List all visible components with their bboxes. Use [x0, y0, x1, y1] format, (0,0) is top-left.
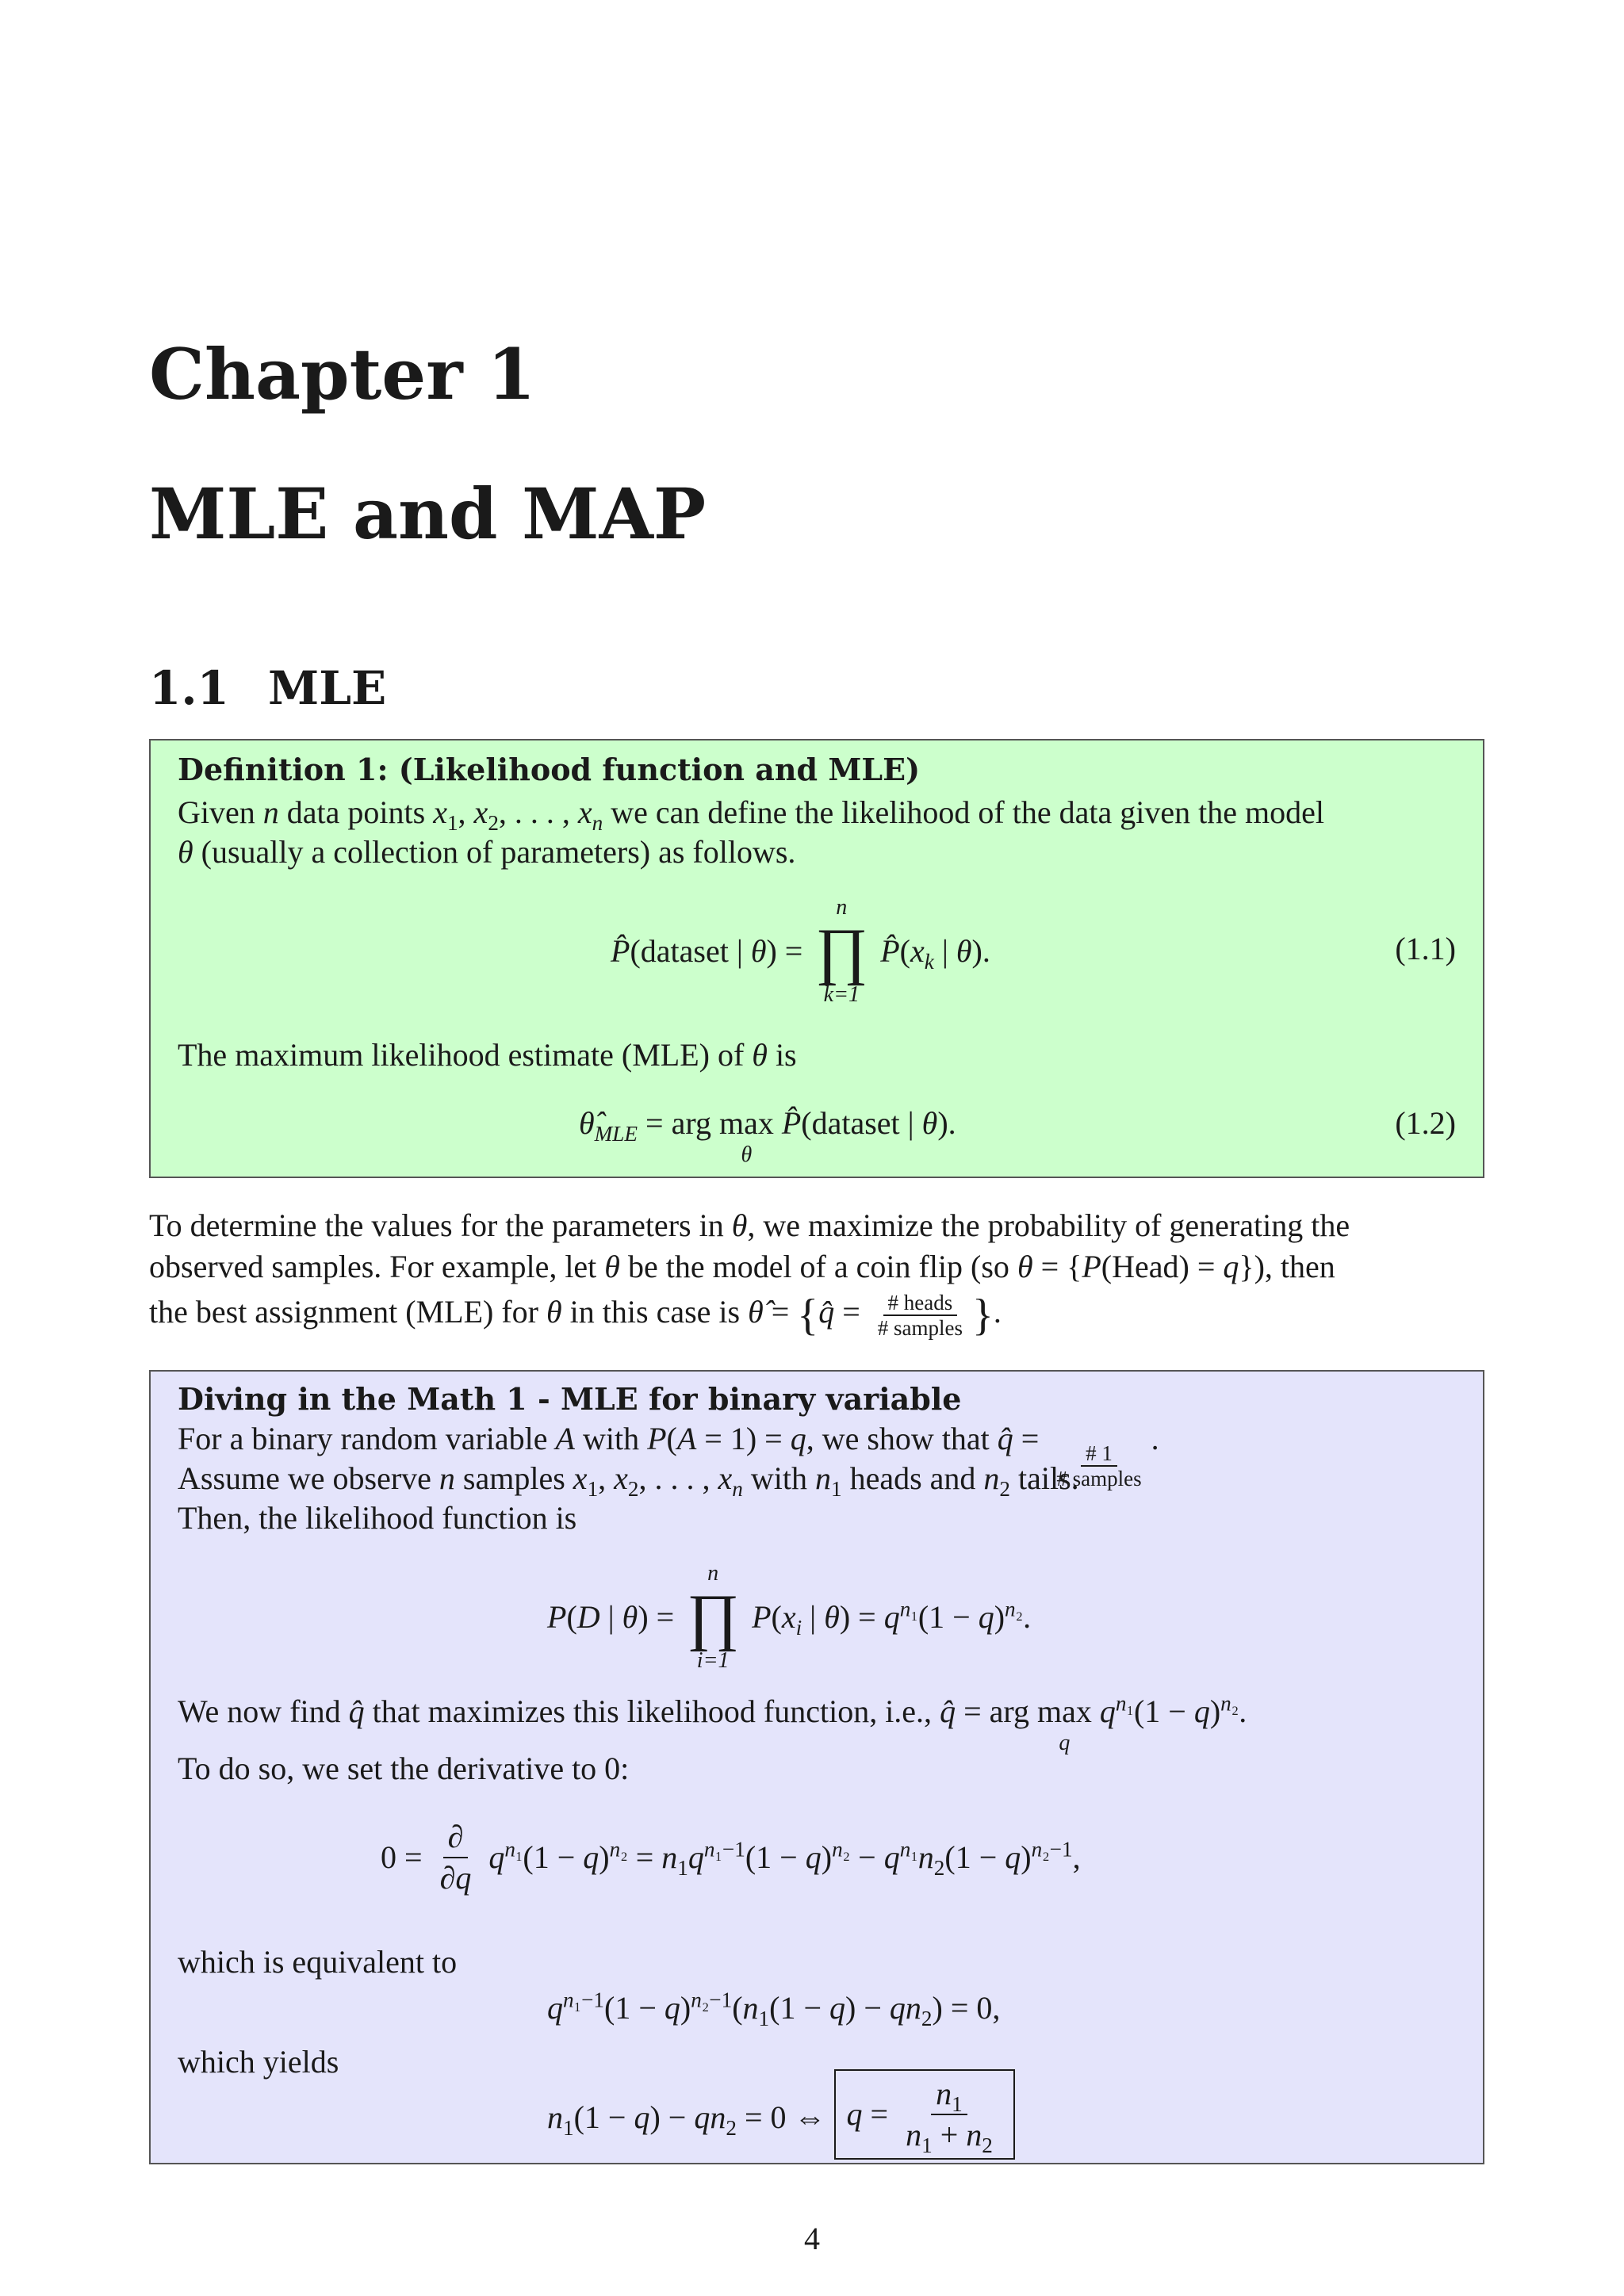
equation-mle: $\thetâ_{MLE}$ = arg max θ P̂(dataset | θ).	[579, 1105, 956, 1167]
diving-math-box	[149, 1370, 1484, 2164]
dive-line-1: For a binary random variable A with P(A = 1) = q, we show that q̂ = $\frac{\# 1}{\text{\# samples}}$ .	[178, 1421, 1159, 1490]
equation-binary-likelihood: P(D | θ) = n ∏ i=1 $P(x_i$ | $\theta) = q^{n_1}(1 - q)^{n_2}$.	[547, 1561, 1032, 1673]
equation-result: $n_1(1 - q) - qn_2 = 0$ ⇔ q = $\frac{n_1}{n_1 + n_2}$	[547, 2069, 1015, 2160]
dive-line-5: To do so, we set the derivative to 0:	[178, 1751, 630, 1786]
definition-text-line-1: Given n data points $x_1$, $x_2$, . . . , $x_n$ we can define the likelihood of the data given the model	[178, 794, 1324, 835]
equation-derivative: 0 = $\frac{\partial}{\partial q}$ $q^{n_1}(1 - q)^{n_2} = n_1q^{n_1-1}(1 - q)^{n_2} - q^{n_1}n_2(1 - q)^{n_2-1}$,	[381, 1819, 1081, 1896]
paragraph-line-2: observed samples. For example, let θ be the model of a coin flip (so θ = {P(Head) = q}), then	[149, 1249, 1335, 1284]
body-paragraph	[149, 1205, 1484, 1340]
paragraph-line-1: To determine the values for the parameters in θ, we maximize the probability of generating the	[149, 1207, 1350, 1243]
page-number: 4	[804, 2221, 820, 2256]
definition-box	[149, 739, 1484, 1178]
section-title: MLE	[268, 661, 387, 715]
equation-number-1-1: (1.1)	[1395, 931, 1456, 966]
paragraph-line-3: the best assignment (MLE) for θ in this case is θ̂ = {q̂ = $\frac{\text{\# heads}}{\text{\# samples}}$ }.	[149, 1291, 1002, 1340]
diving-math-title: Diving in the Math 1 - MLE for binary variable	[178, 1381, 962, 1417]
dive-line-2: Assume we observe n samples $x_1$, $x_2$, . . . , $x_n$ with $n_1$ heads and $n_2$ tails.	[178, 1460, 1079, 1501]
dive-line-7: which yields	[178, 2044, 339, 2080]
section-number: 1.1	[149, 661, 229, 715]
equation-number-1-2: (1.2)	[1395, 1105, 1456, 1141]
section-heading	[149, 661, 386, 715]
dive-line-4: We now find q̂ that maximizes this likelihood function, i.e., q̂ = arg max q $q^{n_1}(1 - q)^{n_2}$.	[178, 1691, 1247, 1755]
definition-title: Definition 1: (Likelihood function and MLE)	[178, 752, 921, 787]
chapter-title: MLE and MAP	[149, 473, 707, 555]
definition-mle-line: The maximum likelihood estimate (MLE) of θ is	[178, 1037, 797, 1073]
equation-likelihood: P̂(dataset | θ) = n ∏ k=1 $P̂(x_k$ | θ).	[611, 895, 990, 1007]
chapter-label: Chapter 1	[149, 333, 536, 415]
definition-text-line-2: θ (usually a collection of parameters) as follows.	[178, 834, 796, 870]
equation-equivalent: $q^{n_1-1}(1 - q)^{n_2-1}(n_1(1 - q) - qn_2) = 0$,	[547, 1988, 1001, 2030]
dive-line-3: Then, the likelihood function is	[178, 1500, 577, 1536]
dive-line-6: which is equivalent to	[178, 1944, 458, 1980]
boxed-result: q = $\frac{n_1}{n_1 + n_2}$	[834, 2069, 1015, 2160]
